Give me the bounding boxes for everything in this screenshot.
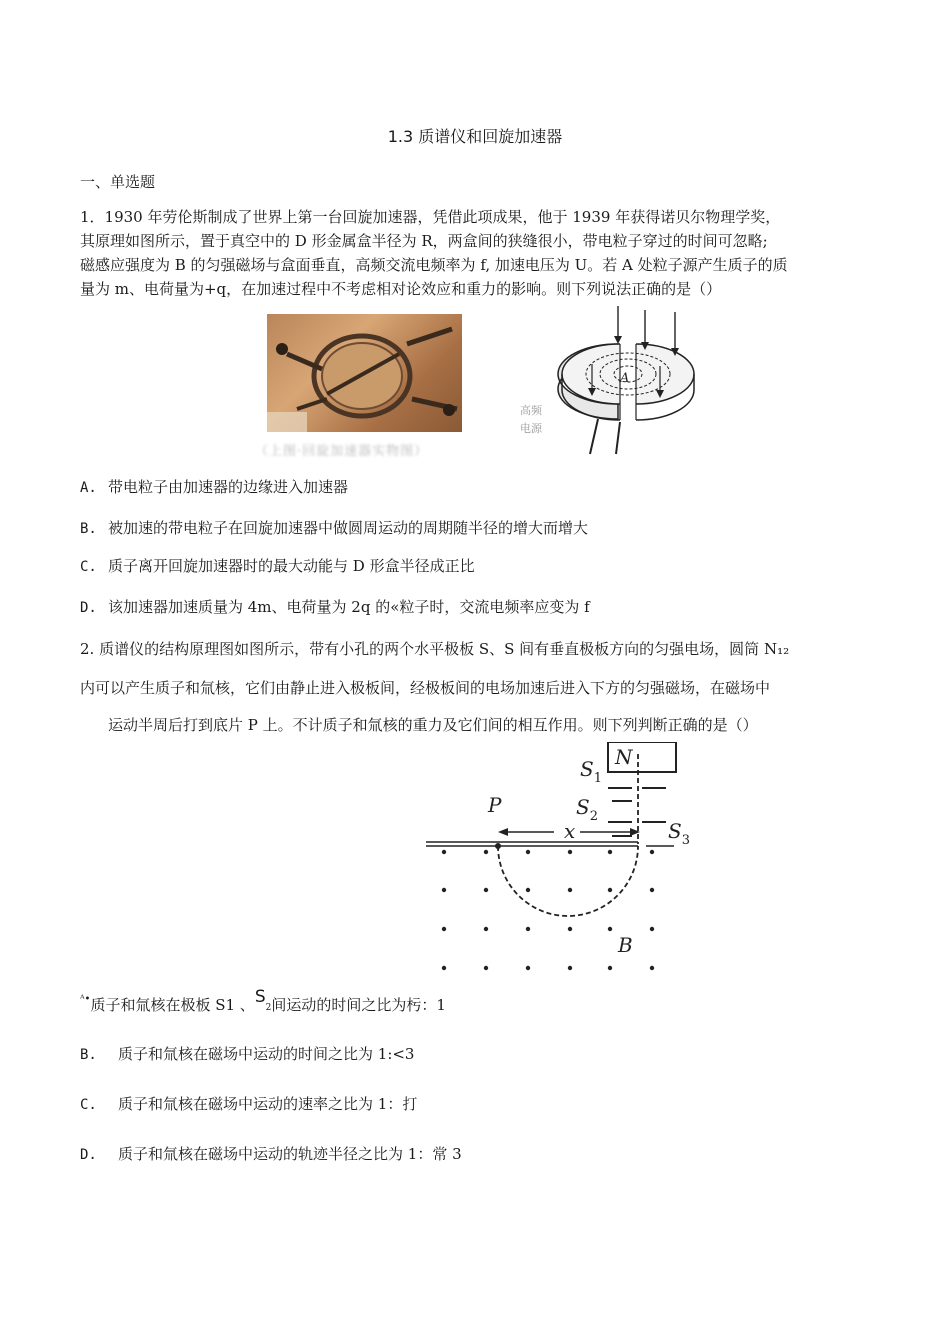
q2-option-b [80, 1043, 414, 1064]
field-label-B: B [618, 933, 633, 957]
option-text: 质子和氚核在磁场中运动的时间之比为 1:<3 [118, 1045, 415, 1063]
q1-stem-line: 量为 m、电荷量为+q，在加速过程中不考虑相对论效应和重力的影响。则下列说法正确的是（） [80, 280, 722, 298]
mass-spectrometer-diagram [420, 742, 700, 978]
cyclotron-diagram [470, 304, 710, 464]
option-text: 该加速器加速质量为 4m、电荷量为 2q 的«粒子时，交流电频率应变为 f [108, 598, 590, 616]
plate-label-s2: $S_2$ [576, 795, 598, 824]
option-text: 质子离开回旋加速器时的最大动能与 D 形盒半径成正比 [108, 557, 475, 575]
source-label-A: A [620, 371, 630, 386]
q2-option-c [80, 1093, 417, 1114]
q1-option-a [80, 476, 348, 497]
distance-label-x: x [564, 819, 576, 843]
q2-stem-line: 运动半周后打到底片 P 上。不计质子和氚核的重力及它们间的相互作用。则下列判断正确的是（） [108, 716, 758, 734]
diagram-side-text: 电源 [520, 422, 542, 435]
diagram-side-text: 高频 [520, 404, 542, 417]
film-label-P: P [488, 793, 502, 817]
option-text: 质子和氚核在磁场中运动的轨迹半径之比为 1：常 3 [118, 1145, 462, 1163]
q1-option-b [80, 517, 588, 538]
option-text: S [254, 987, 266, 1007]
cylinder-label-N: N [615, 745, 633, 769]
q2-stem-line: 2. 质谱仪的结构原理图如图所示，带有小孔的两个水平极板 S、S 间有垂直极板方向的匀强电场，圆筒 N₁₂ [80, 640, 790, 658]
option-text: 间运动的时间之比为杇：1 [271, 996, 446, 1014]
photo-caption: （上图·回旋加速器实物图） [255, 444, 429, 459]
option-text: 被加速的带电粒子在回旋加速器中做圆周运动的周期随半径的增大而增大 [108, 519, 589, 537]
option-letter: B. [80, 521, 97, 537]
q1-stem-line: 1．1930 年劳伦斯制成了世界上第一台回旋加速器，凭借此项成果，他于 1939 年获得诺贝尔物理学奖， [80, 208, 781, 226]
cyclotron-photo [267, 314, 462, 432]
q1-option-c [80, 555, 475, 576]
option-text: 质子和氚核在极板 S1 、 [90, 996, 255, 1014]
option-letter: C. [80, 1097, 97, 1113]
section-heading: 一、单选题 [80, 173, 156, 191]
q1-stem-line: 其原理如图所示，置于真空中的 D 形金属盒半径为 R，两盒间的狭缝很小，带电粒子穿过的时间可忽略; [80, 232, 768, 250]
plate-label-s1: $S_1$ [580, 757, 602, 786]
option-text: 质子和氚核在磁场中运动的速率之比为 1：打 [118, 1095, 418, 1113]
q1-stem-line: 磁感应强度为 B 的匀强磁场与盒面垂直，高频交流电频率为 f, 加速电压为 U。若 A 处粒子源产生质子的质 [80, 256, 788, 274]
plate-label-s3: $S_3$ [668, 819, 690, 848]
option-letter: A. [80, 480, 97, 496]
option-letter: D. [80, 600, 97, 616]
page-title: 1.3 质谱仪和回旋加速器 [387, 127, 563, 146]
option-letter: B. [80, 1047, 97, 1063]
option-letter: D. [80, 1147, 97, 1163]
option-text: 带电粒子由加速器的边缘进入加速器 [108, 478, 349, 496]
option-letter: C. [80, 559, 97, 575]
option-text: 2 [265, 1003, 272, 1013]
q2-option-a [80, 987, 446, 1015]
q2-option-d [80, 1143, 462, 1164]
q2-stem-line: 内可以产生质子和氚核，它们由静止进入极板间，经极板间的电场加速后进入下方的匀强磁场，在磁场中 [80, 679, 771, 697]
option-letter: ᴬ• [80, 994, 91, 1005]
q1-option-d [80, 596, 590, 617]
